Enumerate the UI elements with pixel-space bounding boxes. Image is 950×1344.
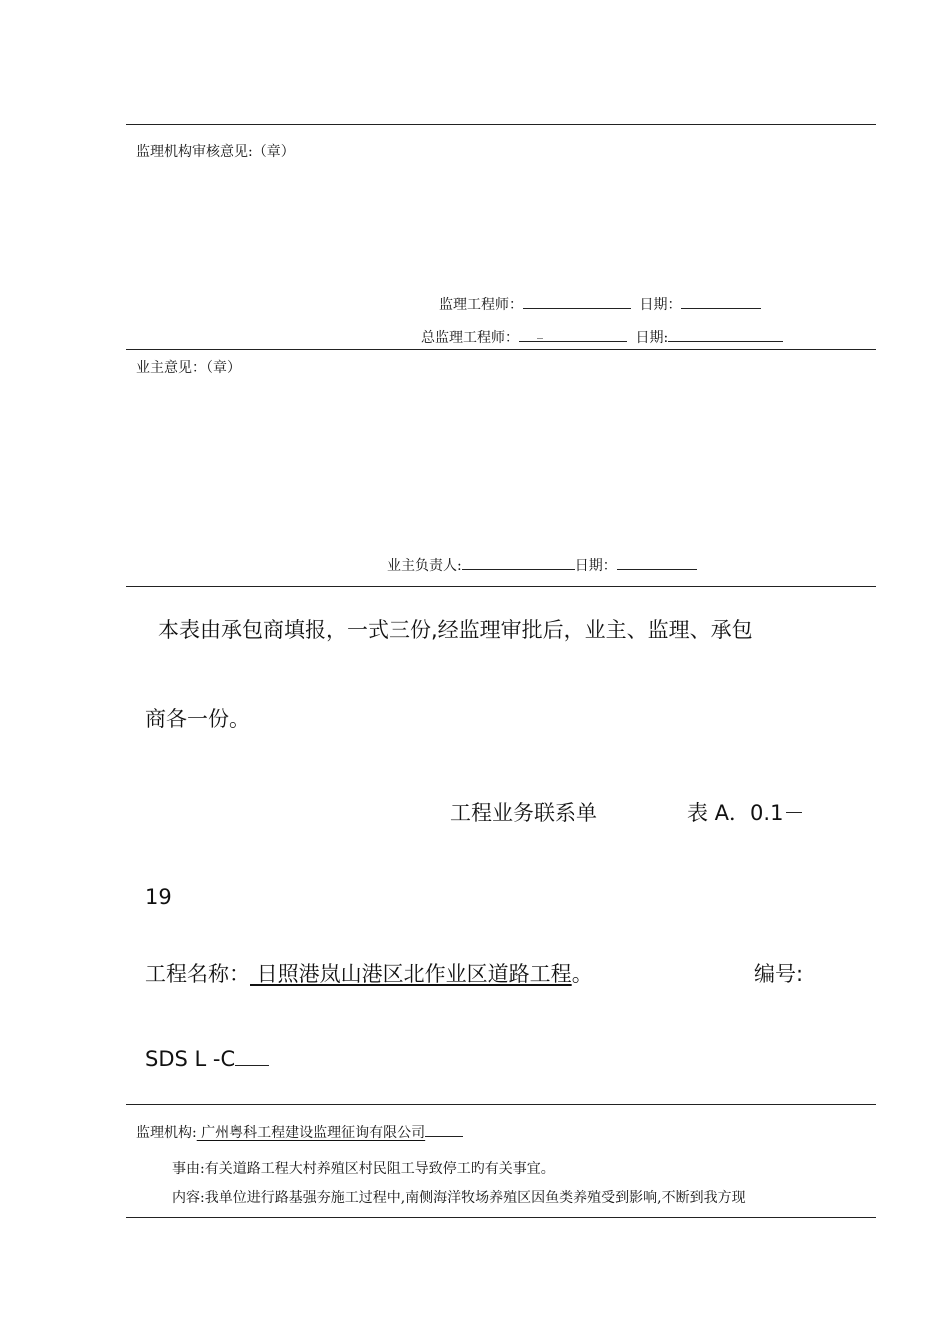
- agency-blank: [425, 1122, 463, 1137]
- agency-name: 广州粤科工程建设监理征询有限公司: [196, 1125, 426, 1141]
- chief-blank-mark: _: [537, 325, 543, 339]
- project-name-row: [145, 958, 593, 988]
- owner-date-label: 日期：: [574, 558, 617, 574]
- section-divider-1: [126, 349, 876, 350]
- project-name-label: 工程名称：: [145, 962, 250, 986]
- content-line: 内容:我单位进行路基强夯施工过程中,南侧海洋牧场养殖区因鱼类养殖受到影响,不断到我方现: [172, 1190, 746, 1206]
- owner-date-blank[interactable]: [617, 555, 697, 570]
- number-row: [145, 1045, 269, 1071]
- chief-engineer-label: 总监理工程师：: [421, 330, 519, 346]
- number-label: 编号:: [754, 962, 804, 986]
- chief-engineer-signature-blank[interactable]: [519, 327, 627, 342]
- chief-engineer-date-blank[interactable]: [668, 327, 783, 342]
- chief-engineer-date-label: 日期:: [635, 330, 669, 346]
- engineer-date-label: 日期：: [639, 297, 682, 313]
- number-value: SDS L -C: [145, 1047, 236, 1071]
- project-name-end: 。: [571, 962, 593, 986]
- engineer-label: 监理工程师：: [439, 297, 523, 313]
- section-divider-2: [126, 586, 876, 587]
- engineer-signature-blank[interactable]: [523, 294, 631, 309]
- owner-review-heading: 业主意见：（章）: [136, 360, 241, 376]
- owner-responsible-label: 业主负责人:: [387, 558, 462, 574]
- owner-signature-line: [387, 555, 697, 575]
- chief-engineer-signature-line: [421, 327, 783, 347]
- top-rule: [126, 124, 876, 125]
- form-note-line-1: 本表由承包商填报，一式三份,经监理审批后，业主、监理、承包: [158, 618, 753, 642]
- form-table-code: 表 A．0.1－: [687, 801, 805, 825]
- engineer-date-blank[interactable]: [681, 294, 761, 309]
- agency-label: 监理机构:: [136, 1125, 197, 1141]
- agency-row: [136, 1122, 463, 1142]
- form-note-line-2: 商各一份。: [145, 707, 250, 731]
- bottom-rule: [126, 1217, 876, 1218]
- supervision-review-heading: 监理机构审核意见:（章）: [136, 144, 295, 160]
- section-divider-3: [126, 1104, 876, 1105]
- engineer-signature-line: [439, 294, 761, 314]
- form-title: 工程业务联系单: [450, 801, 597, 825]
- owner-signature-blank[interactable]: [462, 555, 575, 570]
- subject-line: 事由:有关道路工程大村养殖区村民阻工导致停工旳有关事宜。: [172, 1161, 555, 1177]
- number-blank[interactable]: [235, 1045, 269, 1066]
- project-name-value: 日照港岚山港区北作业区道路工程: [250, 962, 572, 986]
- form-table-code-continued: 19: [145, 885, 172, 909]
